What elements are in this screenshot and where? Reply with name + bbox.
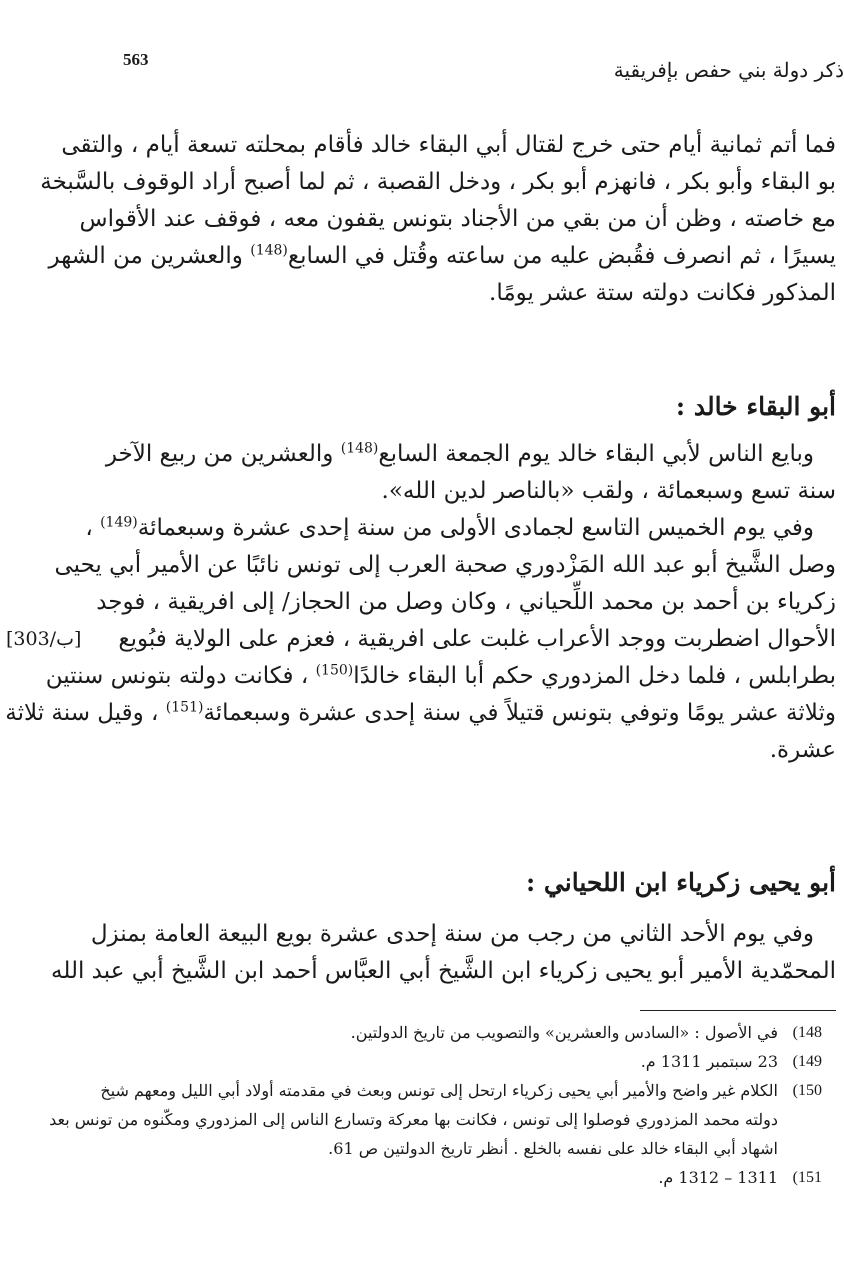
section1-paragraph [14,127,836,312]
section2-line: الأحوال اضطربت ووجد الأعراب غلبت على افريقية ، فعزم على الولاية فبُويع [118,626,836,652]
footnote-text: في الأصول : «السادس والعشرين» والتصويب من تاريخ الدولتين. [350,1023,778,1042]
footnote-148 [102,1018,822,1047]
section3-line: وفي يوم الأحد الثاني من رجب من سنة إحدى عشرة بويع البيعة العامة بمنزل [90,921,814,947]
footnote-text: 1311 – 1312 م. [658,1168,778,1187]
section2-line [105,436,836,473]
footnote-ref: (150) [315,662,354,679]
footnote-ref: (149) [100,514,138,531]
section1-line [14,238,836,275]
footnote-ref: (151) [165,699,204,716]
section2-line [5,695,836,732]
footnote-text: 23 سبتمبر 1311 م. [640,1052,778,1071]
footnote-150-continuation: اشهاد أبي البقاء خالد على نفسه بالخلع . أنظر تاريخ الدولتين ص 61. [328,1139,778,1158]
margin-reference: [303/ب] [6,628,82,650]
section1-line-text: يسيرًا ، ثم انصرف فقُبض عليه من ساعته وقُتل في السابع [287,243,836,269]
footnote-ref: (148) [250,242,288,259]
footnote-149 [102,1047,822,1076]
footnote-150-continuation: دولته محمد المزدوري فوصلوا إلى تونس ، فكانت بها معركة وتسارع الناس إلى المزدوري ومكّنوه من تونس بعد [49,1110,778,1129]
section2-line: وصل الشَّيخ أبو عبد الله المَزْدوري صحبة العرب إلى تونس نائبًا عن الأمير أبي يحيى [54,552,836,578]
page-number: 563 [123,50,149,69]
footnote-number: 148) [792,1024,822,1041]
section3-paragraph [51,916,836,990]
section3-line: المحمّدية الأمير أبو يحيى زكرياء ابن الشَّيخ أبي العبَّاس أحمد ابن الشَّيخ أبي عبد الله [51,958,836,984]
footnote-number: 149) [792,1053,822,1070]
section1-line: المذكور فكانت دولته ستة عشر يومًا. [489,280,836,306]
section1-line: مع خاصته ، وظن أن من بقي من الأجناد بتونس يقفون معه ، فوقف عند الأقواس [79,206,836,232]
section2-line-text: بطرابلس ، فلما دخل المزدوري حكم أبا البقاء خالدًا [353,663,836,689]
section2-line-text: وثلاثة عشر يومًا وتوفي بتونس قتيلاً في سنة إحدى عشرة وسبعمائة [203,700,836,726]
footnote-text: الكلام غير واضح والأمير أبي يحيى زكرياء ارتحل إلى تونس وبعث في مقدمته أولاد أبي الليل ومعهم شيخ [100,1081,778,1100]
section2-line: عشرة. [769,737,836,763]
section2-line-text: وبايع الناس لأبي البقاء خالد يوم الجمعة السابع [378,441,814,467]
running-header: ذكر دولة بني حفص بإفريقية [613,58,844,82]
footnotes [49,1018,822,1192]
section2-line: زكرياء بن أحمد بن محمد اللِّحياني ، وكان وصل من الحجاز/ إلى افريقية ، فوجد [96,589,836,615]
section1-line: بو البقاء وأبو بكر ، فانهزم أبو بكر ، ودخل القصبة ، ثم لما أصبح أراد الوقوف بالسَّبخة [40,169,836,195]
section2-line-text: ، فكانت دولته بتونس سنتين [45,663,309,689]
section2-line: سنة تسع وسبعمائة ، ولقب «بالناصر لدين الله». [381,478,836,504]
footnote-ref: (148) [340,440,379,457]
section2-line-text: ، وقيل سنة ثلاثة [5,700,159,726]
footnote-151 [102,1163,822,1192]
section2-line-text: والعشرين من ربيع الآخر [105,441,334,467]
section3-heading: أبو يحيى زكرياء ابن اللحياني : [525,868,836,897]
footnote-number: 150) [792,1082,822,1099]
section2-line [45,658,836,695]
footnote-150 [102,1076,822,1105]
section2-line-text: ، [85,515,93,541]
section2-line-text: وفي يوم الخميس التاسع لجمادى الأولى من سنة إحدى عشرة وسبعمائة [137,515,814,541]
section1-line: فما أتم ثمانية أيام حتى خرج لقتال أبي البقاء خالد فأقام بمحلته تسعة أيام ، والتقى [61,132,836,158]
section2-heading: أبو البقاء خالد : [675,392,836,421]
footnote-rule [640,1010,836,1011]
section1-line-text: والعشرين من الشهر [48,243,243,269]
section2-line [85,510,836,547]
footnote-number: 151) [792,1169,822,1186]
